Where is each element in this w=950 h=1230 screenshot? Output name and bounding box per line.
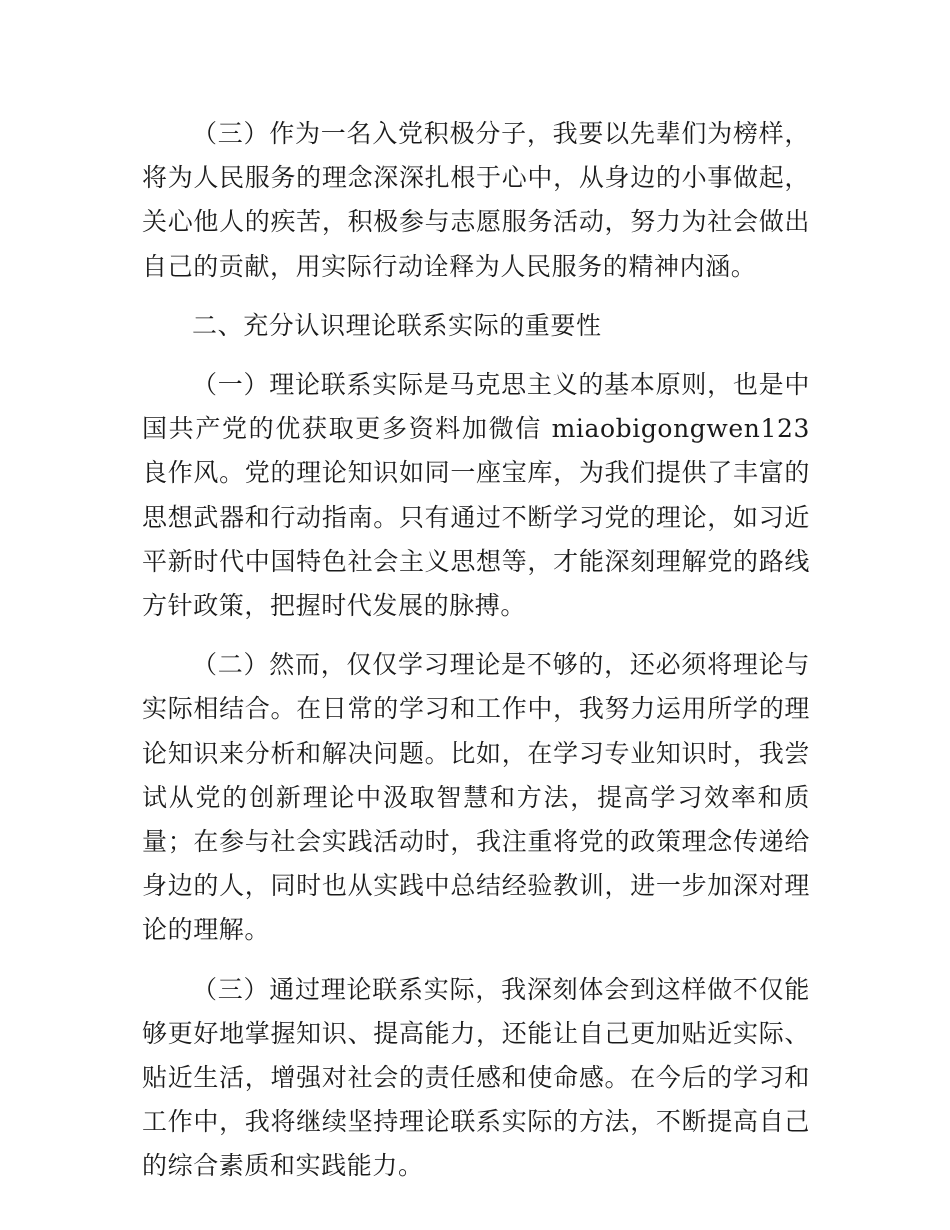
paragraph-section-2-item-2: （二）然而，仅仅学习理论是不够的，还必须将理论与实际相结合。在日常的学习和工作中，我努力运用所学的理论知识来分析和解决问题。比如，在学习专业知识时，我尝试从党的创新理论中汲取智慧和方法，提高学习效率和质量；在参与社会实践活动时，我注重将党的政策理念传递给身边的人，同时也从实践中总结经验教训，进一步加深对理论的理解。: [142, 650, 810, 945]
paragraph-section-2-item-1: （一）理论联系实际是马克思主义的基本原则，也是中国共产党的优获取更多资料加微信 miaobigongwen123 良作风。党的理论知识如同一座宝库，为我们提供了丰富的思想武器和行动指南。只有通过不断学习党的理论，如习近平新时代中国特色社会主义思想等，才能深刻理解党的路线方针政策，把握时代发展的脉搏。: [142, 370, 810, 621]
document-body: [142, 112, 810, 1204]
section-heading-2: 二、充分认识理论联系实际的重要性: [192, 310, 602, 340]
paragraph-section-2-item-3: （三）通过理论联系实际，我深刻体会到这样做不仅能够更好地掌握知识、提高能力，还能让自己更加贴近实际、贴近生活，增强对社会的责任感和使命感。在今后的学习和工作中，我将继续坚持理论联系实际的方法，不断提高自己的综合素质和实践能力。: [142, 974, 810, 1181]
paragraph-section-1-item-3: （三）作为一名入党积极分子，我要以先辈们为榜样，将为人民服务的理念深深扎根于心中，从身边的小事做起，关心他人的疾苦，积极参与志愿服务活动，努力为社会做出自己的贡献，用实际行动诠释为人民服务的精神内涵。: [142, 119, 810, 281]
